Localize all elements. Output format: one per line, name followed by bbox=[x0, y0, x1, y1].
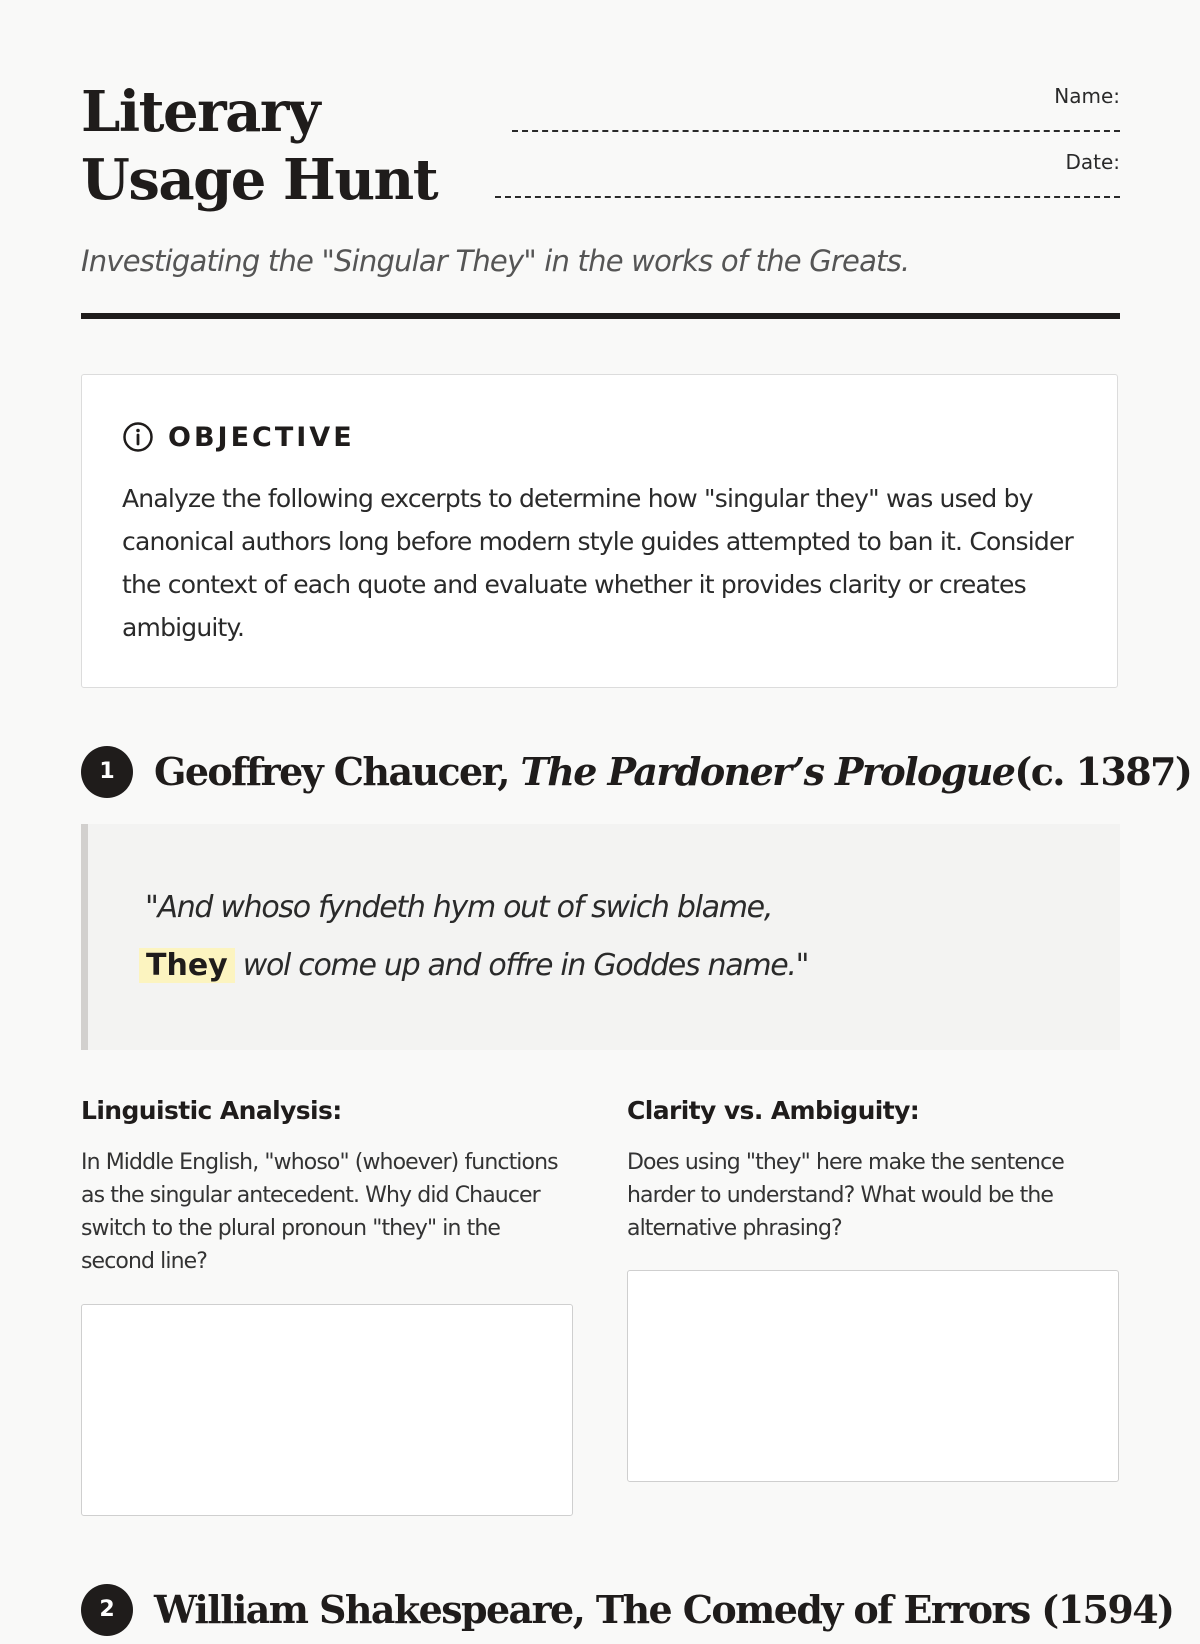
section-number-badge: 1 bbox=[81, 746, 133, 798]
clarity-title: Clarity vs. Ambiguity: bbox=[627, 1096, 920, 1125]
objective-text: Analyze the following excerpts to determine how "singular they" was used by canonical authors long before modern style guides attempted to ban it. Consider the context of each quote and evaluate whether it provides clarity or creates ambiguity. bbox=[122, 484, 1074, 642]
section-2-header bbox=[81, 1584, 1174, 1644]
clarity-answer-box[interactable] bbox=[627, 1270, 1119, 1482]
clarity-column bbox=[627, 1096, 1121, 1486]
quote-line-2-text: wol come up and offre in Goddes name." bbox=[242, 948, 809, 983]
worksheet-header bbox=[81, 78, 1120, 218]
objective-box bbox=[81, 374, 1118, 688]
work-date: (c. 1387) bbox=[1014, 749, 1192, 794]
quote-line-2 bbox=[139, 948, 808, 983]
work-title: The Pardoner’s Prologue bbox=[520, 749, 1015, 794]
section-number-badge: 2 bbox=[81, 1584, 133, 1636]
quote-block bbox=[81, 824, 1120, 1050]
info-icon bbox=[122, 421, 154, 453]
analysis-answer-box[interactable] bbox=[81, 1304, 573, 1516]
name-field[interactable] bbox=[512, 130, 1120, 132]
section-title: William Shakespeare, The Comedy of Errors (1594) bbox=[154, 1587, 1174, 1632]
objective-title: OBJECTIVE bbox=[168, 421, 355, 453]
quote-line-1: "And whoso fyndeth hym out of swich blame, bbox=[145, 890, 773, 925]
section-1-header bbox=[81, 746, 1192, 806]
analysis-column bbox=[81, 1096, 575, 1516]
author-name: Geoffrey Chaucer, bbox=[154, 749, 509, 794]
header-divider bbox=[81, 313, 1120, 319]
page-subtitle: Investigating the "Singular They" in the works of the Greats. bbox=[81, 244, 910, 278]
analysis-prompt: In Middle English, "whoso" (whoever) functions as the singular antecedent. Why did Chaucer switch to the plural pronoun "they" in the second line? bbox=[81, 1150, 558, 1274]
name-label: Name: bbox=[1054, 84, 1120, 108]
date-label: Date: bbox=[1065, 150, 1120, 174]
objective-header bbox=[122, 421, 355, 453]
worksheet-page bbox=[81, 0, 1192, 1632]
page-title: Literary Usage Hunt bbox=[81, 79, 438, 213]
highlighted-pronoun: They bbox=[139, 948, 235, 983]
clarity-prompt: Does using "they" here make the sentence harder to understand? What would be the alternative phrasing? bbox=[627, 1150, 1064, 1241]
date-field[interactable] bbox=[495, 196, 1120, 198]
analysis-title: Linguistic Analysis: bbox=[81, 1096, 342, 1125]
section-title bbox=[154, 748, 1191, 796]
